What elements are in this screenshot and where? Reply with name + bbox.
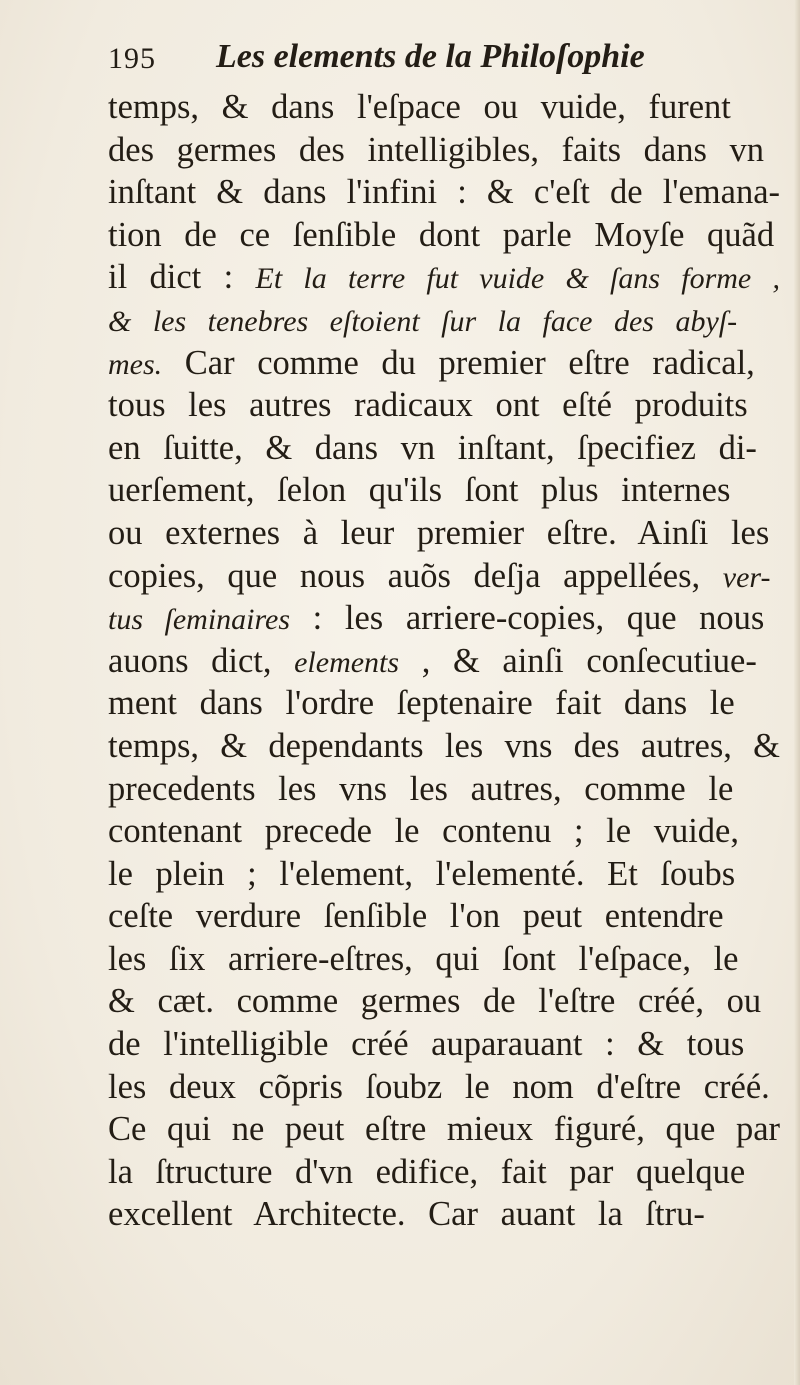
text-segment: des germes des intelligibles, faits dans vn xyxy=(108,130,765,169)
running-head: Les elements de la Philoſophie xyxy=(216,38,645,75)
text-segment: inſtant & dans l'infini : & c'eſt de l'emana- xyxy=(108,173,781,212)
text-segment: contenant precede le contenu ; le vuide, xyxy=(108,812,739,851)
text-line xyxy=(108,1193,788,1236)
text-line xyxy=(108,810,788,853)
text-line xyxy=(108,214,788,257)
italic-text: & les tenebres eſtoient ſur la face des abyſ- xyxy=(108,304,738,338)
text-line xyxy=(108,256,788,299)
text-segment: temps, & dans l'eſpace ou vuide, furent xyxy=(108,88,731,126)
text-segment: la ſtructure d'vn edifice, fait par quelque xyxy=(108,1152,746,1191)
text-segment: en ſuitte, & dans vn inſtant, ſpecifiez di- xyxy=(108,428,757,467)
text-line xyxy=(108,1151,788,1194)
text-line xyxy=(108,427,788,470)
text-segment: les ſix arriere-eſtres, qui ſont l'eſpace, le xyxy=(108,939,739,978)
text-line xyxy=(108,555,788,598)
text-line xyxy=(108,597,788,640)
text-segment: tion de ce ſenſible dont parle Moyſe quãd xyxy=(108,215,775,254)
page-number: 195 xyxy=(108,42,156,75)
text-segment: Ce qui ne peut eſtre mieux figuré, que par xyxy=(108,1110,780,1149)
italic-text: tus ſeminaires xyxy=(108,603,291,637)
text-segment: ment dans l'ordre ſeptenaire fait dans le xyxy=(108,684,735,723)
text-segment: tous les autres radicaux ont eſté produits xyxy=(108,386,748,425)
text-line xyxy=(108,342,788,385)
text-segment: precedents les vns les autres, comme le xyxy=(108,769,734,808)
text-line xyxy=(108,384,788,427)
text-line xyxy=(108,938,788,981)
text-line xyxy=(108,853,788,896)
text-line xyxy=(108,129,788,172)
body-text xyxy=(108,86,788,1236)
text-line xyxy=(108,895,788,938)
text-segment: auons dict, xyxy=(108,641,295,680)
text-segment: Car comme du premier eſtre radical, xyxy=(162,343,755,382)
page-header xyxy=(108,38,708,86)
text-segment: le plein ; l'element, l'elementé. Et ſoubs xyxy=(108,854,736,893)
text-line xyxy=(108,768,788,811)
text-segment: excellent Architecte. Car auant la ſtru- xyxy=(108,1195,705,1234)
text-segment: les deux cõpris ſoubz le nom d'eſtre créé. xyxy=(108,1067,770,1106)
text-line xyxy=(108,980,788,1023)
text-segment: & cæt. comme germes de l'eſtre créé, ou xyxy=(108,982,762,1021)
text-line xyxy=(108,171,788,214)
text-line xyxy=(108,299,788,342)
text-segment: : les arriere-copies, que nous xyxy=(290,599,765,638)
text-segment: temps, & dependants les vns des autres, & xyxy=(108,726,780,765)
text-line xyxy=(108,725,788,768)
text-segment: ou externes à leur premier eſtre. Ainſi les xyxy=(108,513,770,552)
text-line xyxy=(108,1023,788,1066)
text-segment: de l'intelligible créé auparauant : & tous xyxy=(108,1025,745,1064)
text-line xyxy=(108,1108,788,1151)
text-line xyxy=(108,86,788,129)
text-segment: ceſte verdure ſenſible l'on peut entendre xyxy=(108,897,724,936)
text-segment: uerſement, ſelon qu'ils ſont plus internes xyxy=(108,471,731,510)
text-line xyxy=(108,640,788,683)
italic-text: Et la terre fut vuide & ſans forme , xyxy=(255,262,780,296)
italic-text: mes. xyxy=(108,347,163,381)
text-segment: copies, que nous auõs deſja appellées, xyxy=(108,556,723,595)
text-line xyxy=(108,512,788,555)
italic-text: ver- xyxy=(722,560,771,594)
text-segment: il dict : xyxy=(108,258,256,297)
page-edge xyxy=(794,0,800,1385)
text-segment: , & ainſi conſecutiue- xyxy=(399,641,757,680)
text-line xyxy=(108,682,788,725)
italic-text: elements xyxy=(294,645,400,679)
text-line xyxy=(108,1066,788,1109)
text-line xyxy=(108,469,788,512)
